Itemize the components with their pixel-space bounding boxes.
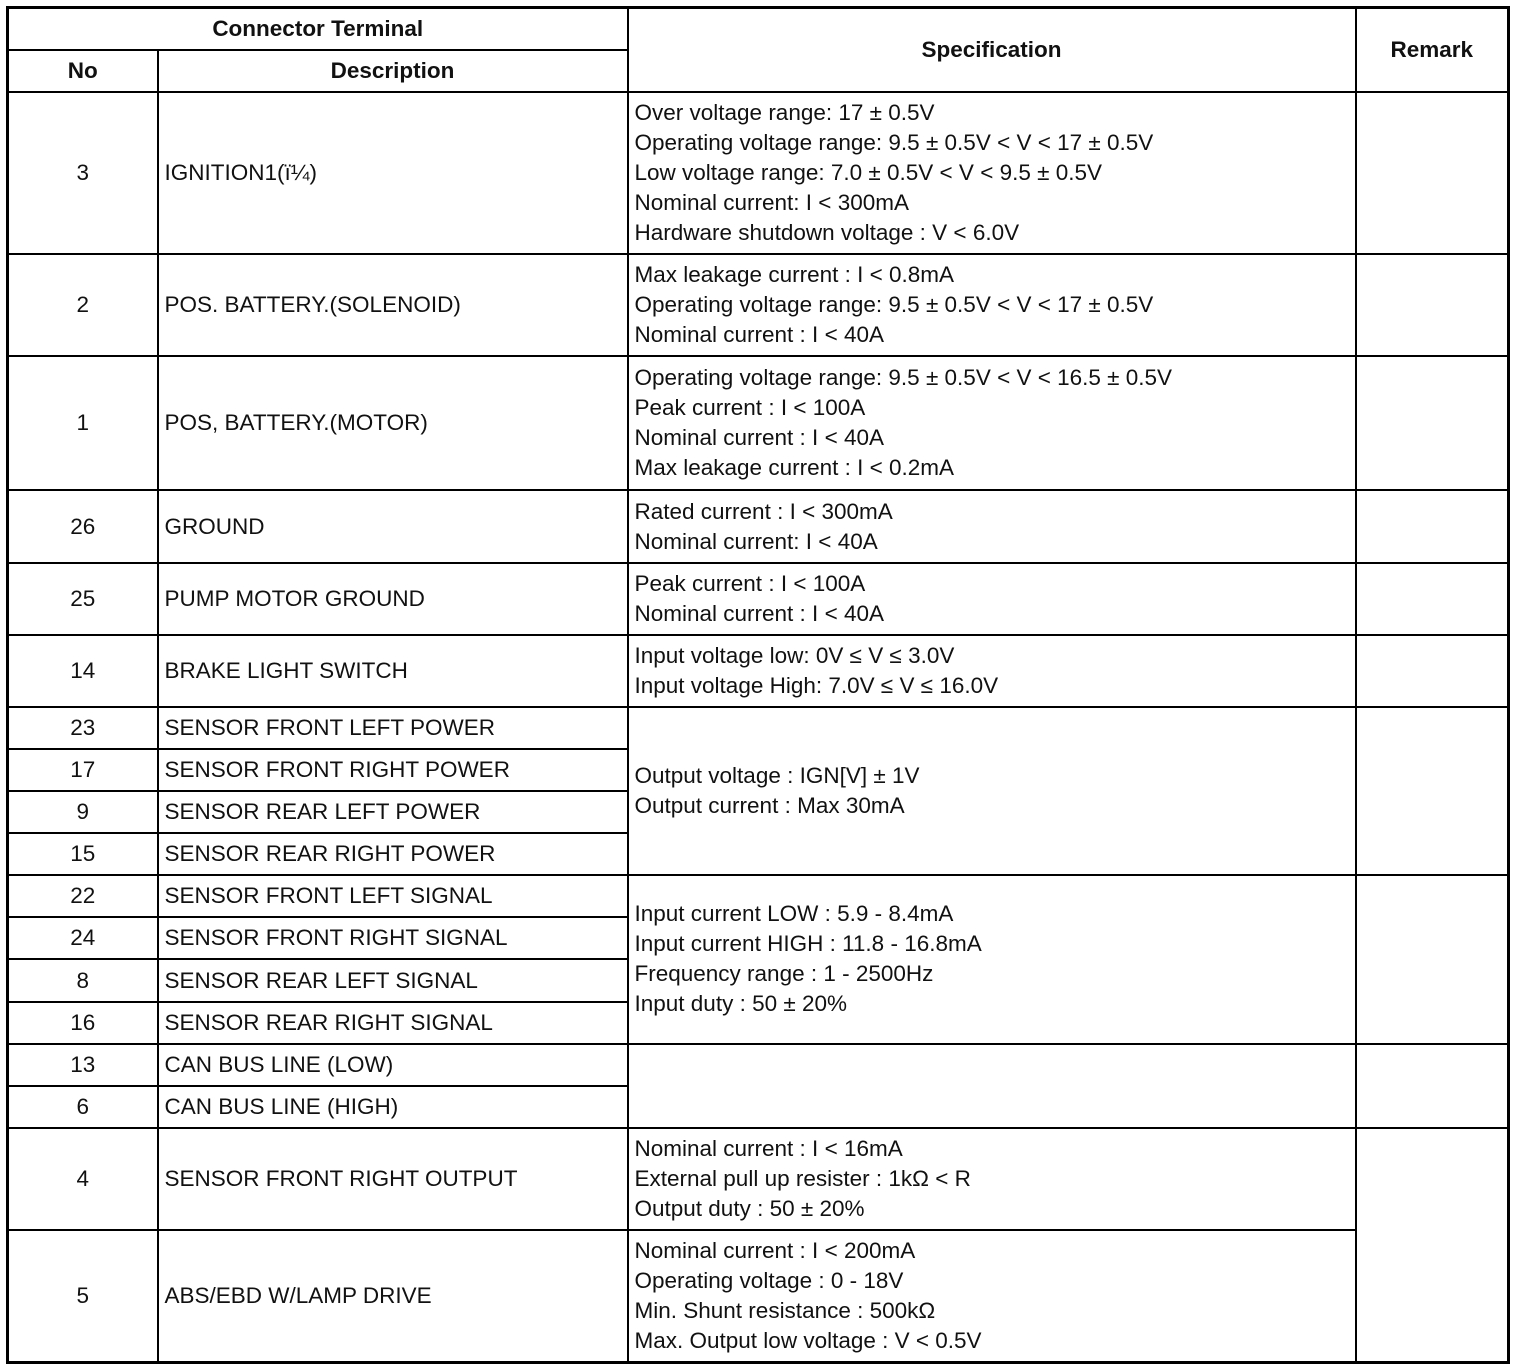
remark-cell [1356,707,1509,875]
terminal-description: SENSOR REAR RIGHT SIGNAL [158,1002,628,1044]
remark-cell [1356,635,1509,707]
table-row [8,707,1509,749]
terminal-no: 24 [8,917,158,959]
spec-line: Frequency range : 1 - 2500Hz [634,961,934,987]
spec-line: Low voltage range: 7.0 ± 0.5V < V < 9.5 ± 0.5V [634,159,1103,185]
spec-line: Nominal current : I < 16mA [634,1135,903,1161]
terminal-description: SENSOR FRONT LEFT POWER [158,707,628,749]
remark-cell [1356,1128,1509,1363]
specification-cell [628,707,1356,875]
remark-cell [1356,490,1509,562]
remark-cell [1356,92,1509,254]
specification-cell [628,92,1356,254]
terminal-description: GROUND [158,490,628,562]
terminal-description: SENSOR FRONT RIGHT POWER [158,749,628,791]
remark-cell [1356,356,1509,490]
header-description: Description [158,50,628,92]
spec-line: Operating voltage : 0 - 18V [634,1268,904,1294]
table-row [8,1128,1509,1230]
spec-line: Nominal current : I < 40A [634,321,884,347]
specification-cell [628,254,1356,356]
spec-line: Nominal current: I < 300mA [634,189,909,215]
terminal-description: SENSOR REAR LEFT POWER [158,791,628,833]
remark-cell [1356,254,1509,356]
terminal-description: SENSOR REAR LEFT SIGNAL [158,959,628,1001]
spec-line: Input current HIGH : 11.8 - 16.8mA [634,931,982,957]
terminal-no: 2 [8,254,158,356]
header-specification: Specification [628,8,1356,92]
spec-line: Input voltage low: 0V ≤ V ≤ 3.0V [634,642,955,668]
table-row [8,1230,1509,1362]
table-row [8,92,1509,254]
spec-line: Operating voltage range: 9.5 ± 0.5V < V < 17 ± 0.5V [634,129,1154,155]
terminal-no: 15 [8,833,158,875]
specification-cell [628,356,1356,490]
spec-line: Over voltage range: 17 ± 0.5V [634,99,935,125]
specification-cell [628,1044,1356,1128]
remark-cell [1356,563,1509,635]
spec-line: Peak current : I < 100A [634,570,866,596]
terminal-no: 13 [8,1044,158,1086]
table-row [8,875,1509,917]
spec-line: Max leakage current : I < 0.2mA [634,455,955,481]
spec-line: Operating voltage range: 9.5 ± 0.5V < V < 16.5 ± 0.5V [634,365,1173,391]
remark-cell [1356,1044,1509,1128]
terminal-no: 1 [8,356,158,490]
spec-line: Peak current : I < 100A [634,395,866,421]
terminal-description: ABS/EBD W/LAMP DRIVE [158,1230,628,1362]
terminal-description: POS. BATTERY.(SOLENOID) [158,254,628,356]
spec-line: Nominal current : I < 40A [634,425,884,451]
table-row [8,356,1509,490]
terminal-description: SENSOR FRONT RIGHT OUTPUT [158,1128,628,1230]
header-no: No [8,50,158,92]
specification-cell [628,563,1356,635]
specification-cell [628,1230,1356,1362]
spec-line: Nominal current : I < 40A [634,600,884,626]
connector-terminal-table [6,6,1510,1364]
specification-cell [628,1128,1356,1230]
terminal-description: CAN BUS LINE (LOW) [158,1044,628,1086]
header-remark: Remark [1356,8,1509,92]
terminal-no: 9 [8,791,158,833]
spec-line: Max leakage current : I < 0.8mA [634,261,955,287]
spec-line: Output current : Max 30mA [634,793,905,819]
spec-line: External pull up resister : 1kΩ < R [634,1165,971,1191]
spec-line: Min. Shunt resistance : 500kΩ [634,1298,936,1324]
connector-spec-sheet [6,6,1507,1364]
table-row [8,490,1509,562]
terminal-no: 14 [8,635,158,707]
table-row [8,563,1509,635]
table-row [8,254,1509,356]
spec-line: Output voltage : IGN[V] ± 1V [634,763,920,789]
terminal-description: POS, BATTERY.(MOTOR) [158,356,628,490]
terminal-no: 17 [8,749,158,791]
terminal-no: 5 [8,1230,158,1362]
spec-line: Input current LOW : 5.9 - 8.4mA [634,901,954,927]
spec-line: Hardware shutdown voltage : V < 6.0V [634,219,1020,245]
header-connector-terminal: Connector Terminal [8,8,628,50]
terminal-no: 8 [8,959,158,1001]
spec-line: Nominal current: I < 40A [634,528,878,554]
terminal-no: 22 [8,875,158,917]
specification-cell [628,635,1356,707]
remark-cell [1356,875,1509,1043]
spec-line: Max. Output low voltage : V < 0.5V [634,1328,982,1354]
specification-cell [628,490,1356,562]
terminal-description: SENSOR FRONT LEFT SIGNAL [158,875,628,917]
table-row [8,1044,1509,1086]
terminal-no: 23 [8,707,158,749]
terminal-description: PUMP MOTOR GROUND [158,563,628,635]
spec-line: Nominal current : I < 200mA [634,1238,916,1264]
terminal-description: CAN BUS LINE (HIGH) [158,1086,628,1128]
terminal-no: 16 [8,1002,158,1044]
terminal-no: 26 [8,490,158,562]
specification-cell [628,875,1356,1043]
terminal-description: BRAKE LIGHT SWITCH [158,635,628,707]
spec-line: Rated current : I < 300mA [634,498,893,524]
terminal-no: 3 [8,92,158,254]
terminal-description: SENSOR FRONT RIGHT SIGNAL [158,917,628,959]
terminal-no: 4 [8,1128,158,1230]
terminal-description: SENSOR REAR RIGHT POWER [158,833,628,875]
spec-line: Input voltage High: 7.0V ≤ V ≤ 16.0V [634,672,999,698]
spec-line: Input duty : 50 ± 20% [634,991,847,1017]
spec-line: Output duty : 50 ± 20% [634,1195,865,1221]
terminal-description: IGNITION1(ï¼) [158,92,628,254]
table-row [8,635,1509,707]
spec-line: Operating voltage range: 9.5 ± 0.5V < V < 17 ± 0.5V [634,291,1154,317]
terminal-no: 6 [8,1086,158,1128]
terminal-no: 25 [8,563,158,635]
